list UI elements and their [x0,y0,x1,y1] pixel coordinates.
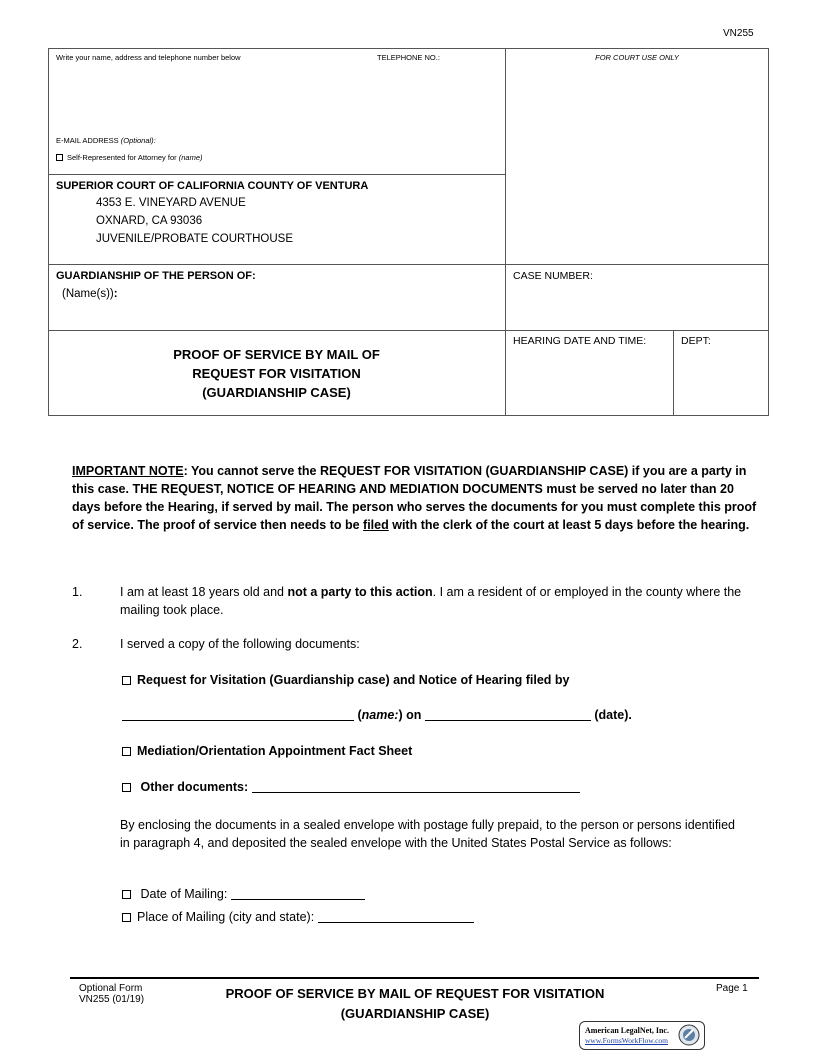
doc-other-option[interactable]: Other documents: [122,780,580,794]
telephone-label: TELEPHONE NO.: [377,53,440,62]
doc-mediation-option[interactable]: Mediation/Orientation Appointment Fact Sheet [122,744,412,758]
case-number-label: CASE NUMBER: [513,270,593,282]
footer-title: PROOF OF SERVICE BY MAIL OF REQUEST FOR VISITATION (GUARDIANSHIP CASE) [225,986,605,1021]
doc-request-details: (name:) on (date). [122,708,632,722]
self-represented-option[interactable]: Self-Represented for Attorney for (name) [56,153,203,162]
doc-other-checkbox[interactable] [122,783,131,792]
logo-name: American LegalNet, Inc. [585,1026,669,1035]
court-city: OXNARD, CA 93036 [96,215,203,227]
mail-date-row[interactable]: Date of Mailing: [122,887,365,901]
item-2-text: I served a copy of the following documents: [120,637,360,651]
footer-form-code: Optional Form VN255 (01/19) [79,983,145,1005]
court-use-label: FOR COURT USE ONLY [595,53,679,62]
filer-name-field[interactable] [122,708,354,721]
doc-mediation-checkbox[interactable] [122,747,131,756]
form-id: VN255 [723,28,754,39]
attorney-caption: Write your name, address and telephone number below [56,53,241,62]
item-1-text: I am at least 18 years old and not a party to this action. I am a resident of or employed in the county where the mailing took place. [120,585,742,617]
logo-url[interactable]: www.FormsWorkFlow.com [585,1036,669,1045]
mail-place-field[interactable] [318,910,474,923]
page-number: Page 1 [716,983,748,994]
email-label: E-MAIL ADDRESS (Optional): [56,136,156,145]
hearing-label: HEARING DATE AND TIME: [513,335,647,347]
self-represented-checkbox[interactable] [56,154,63,161]
mail-place-checkbox[interactable] [122,913,131,922]
footer-rule [70,977,759,979]
doc-request-option[interactable]: Request for Visitation (Guardianship case) and Notice of Hearing filed by [122,673,569,687]
court-building: JUVENILE/PROBATE COURTHOUSE [96,233,294,245]
guardianship-label: GUARDIANSHIP OF THE PERSON OF: [56,270,256,282]
item-2-number: 2. [72,637,83,651]
enclose-text: By enclosing the documents in a sealed envelope with postage fully prepaid, to the person or persons identified in paragraph 4, and deposited the sealed envelope with the United States Postal Service as follows: [120,818,735,850]
mail-date-field[interactable] [231,887,365,900]
other-documents-field[interactable] [252,780,580,793]
logo-emblem-icon [678,1024,700,1046]
names-label: (Name(s)): [62,288,118,300]
dept-label: DEPT: [681,335,711,347]
mail-place-row[interactable]: Place of Mailing (city and state): [122,910,474,924]
court-street: 4353 E. VINEYARD AVENUE [96,197,246,209]
form-title: PROOF OF SERVICE BY MAIL OF REQUEST FOR VISITATION (GUARDIANSHIP CASE) [173,347,380,400]
doc-request-checkbox[interactable] [122,676,131,685]
important-note: IMPORTANT NOTE: You cannot serve the REQUEST FOR VISITATION (GUARDIANSHIP CASE) if you are a party in this case. THE REQUEST, NOTICE OF HEARING AND MEDIATION DOCUMENTS must be served no later than 20 days before the Hearing, if served by mail. The person who serves the documents for you must complete this proof of service. The proof of service then needs to be filed with the clerk of the court at least 5 days before the hearing. [72,464,757,532]
american-legalnet-logo[interactable] [579,1021,705,1050]
item-1-number: 1. [72,585,83,599]
filing-date-field[interactable] [425,708,591,721]
court-name: SUPERIOR COURT OF CALIFORNIA COUNTY OF VENTURA [56,180,369,192]
mail-date-checkbox[interactable] [122,890,131,899]
